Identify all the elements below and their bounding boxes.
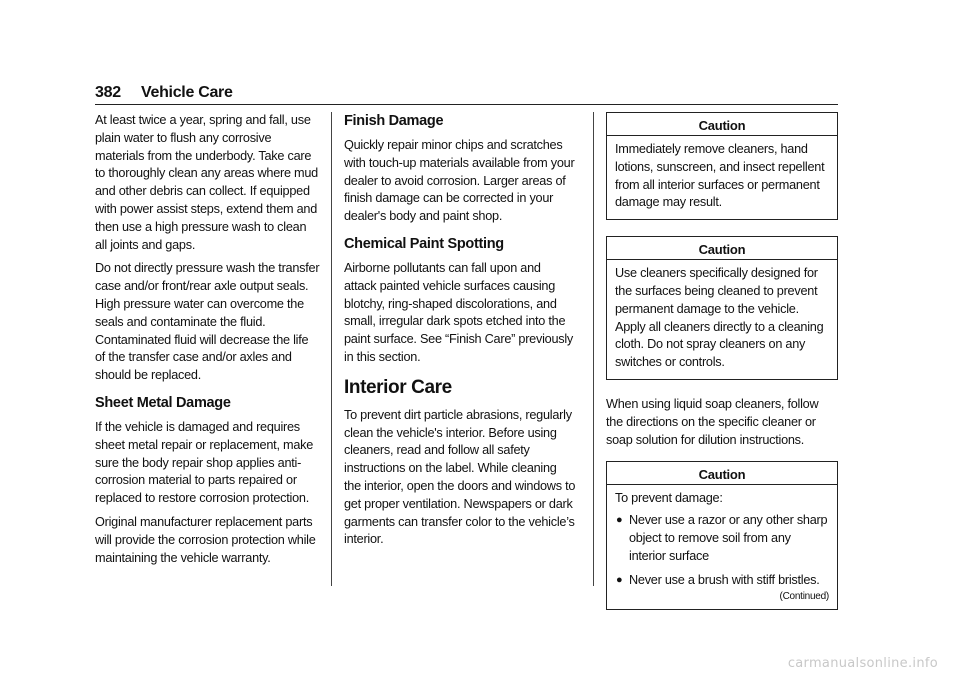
- page-number: 382: [95, 84, 121, 101]
- bullet-icon: ●: [616, 514, 623, 527]
- page-title: Vehicle Care: [141, 84, 233, 101]
- paragraph: Quickly repair minor chips and scratches with touch-up materials available from your dealer to avoid corrosion. Larger areas of finish damage can be corrected in your dealer's body and paint shop.: [344, 138, 575, 224]
- heading-finish-damage: Finish Damage: [344, 113, 444, 129]
- paragraph: To prevent dirt particle abrasions, regularly clean the vehicle's interior. Before using cleaners, read and follow all safety instructions on the label. While cleaning the interior, open the doors and windows to get proper ventilation. Newspapers or dark garments can transfer color to the vehicle’s interior.: [344, 407, 576, 547]
- list-item-text: Never use a brush with stiff bristles.: [629, 572, 820, 587]
- column-divider: [593, 112, 594, 586]
- caution-box: [606, 236, 838, 380]
- caution-box: [606, 461, 838, 610]
- list-item-text: Never use a razor or any other sharp object to remove soil from any interior surface: [629, 513, 828, 563]
- page-header: [95, 84, 838, 105]
- heading-interior-care: Interior Care: [344, 376, 452, 398]
- caution-title: Caution: [607, 462, 837, 485]
- list-item: [615, 512, 829, 565]
- heading-sheet-metal-damage: Sheet Metal Damage: [95, 394, 231, 411]
- column-divider: [331, 112, 332, 586]
- bullet-icon: ●: [616, 573, 623, 586]
- list-item: [615, 572, 829, 590]
- caution-title: Caution: [607, 113, 837, 136]
- column-right: [606, 112, 838, 626]
- caution-content: [607, 485, 837, 609]
- caution-list: [615, 512, 829, 589]
- caution-text: Use cleaners specifically designed for the surfaces being cleaned to prevent permanent damage to the vehicle. Apply all cleaners directly to a cleaning cloth. Do not spray cleaners on any switches or controls.: [615, 266, 824, 370]
- paragraph: When using liquid soap cleaners, follow the directions on the specific cleaner or soap solution for dilution instructions.: [606, 396, 819, 447]
- paragraph: Do not directly pressure wash the transfer case and/or front/rear axle output seals. High pressure water can overcome the seals and contaminate the fluid. Contaminated fluid will decrease the life of the transfer case and/or axles and should be replaced.: [95, 261, 320, 383]
- caution-title: Caution: [607, 237, 837, 260]
- paragraph: Airborne pollutants can fall upon and attack painted vehicle surfaces causing blotchy, ring-shaped discolorations, and small, irregular dark spots etched into the paint surface. See “Finish Care” previously in this section.: [344, 260, 574, 364]
- column-middle: [344, 112, 576, 555]
- watermark: carmanualsonline.info: [787, 656, 938, 671]
- paragraph: Original manufacturer replacement parts will provide the corrosion protection while maintaining the vehicle warranty.: [95, 514, 316, 565]
- continued-label: (Continued): [779, 591, 829, 603]
- heading-chemical-paint-spotting: Chemical Paint Spotting: [344, 235, 504, 252]
- paragraph: At least twice a year, spring and fall, use plain water to flush any corrosive materials from the underbody. Take care to thoroughly clean any areas where mud and other debris can collect. If equipped with power assist steps, extend them and then use a high pressure wash to clean all joints and gaps.: [95, 113, 318, 252]
- caution-intro: To prevent damage:: [615, 491, 723, 506]
- caution-text: Immediately remove cleaners, hand lotions, sunscreen, and insect repellent from all interior surfaces or permanent damage may result.: [615, 142, 825, 210]
- paragraph: If the vehicle is damaged and requires sheet metal repair or replacement, make sure the body repair shop applies anti-corrosion material to parts repaired or replaced to restore corrosion protection.: [95, 419, 314, 506]
- column-left: [95, 112, 320, 573]
- caution-box: [606, 112, 838, 220]
